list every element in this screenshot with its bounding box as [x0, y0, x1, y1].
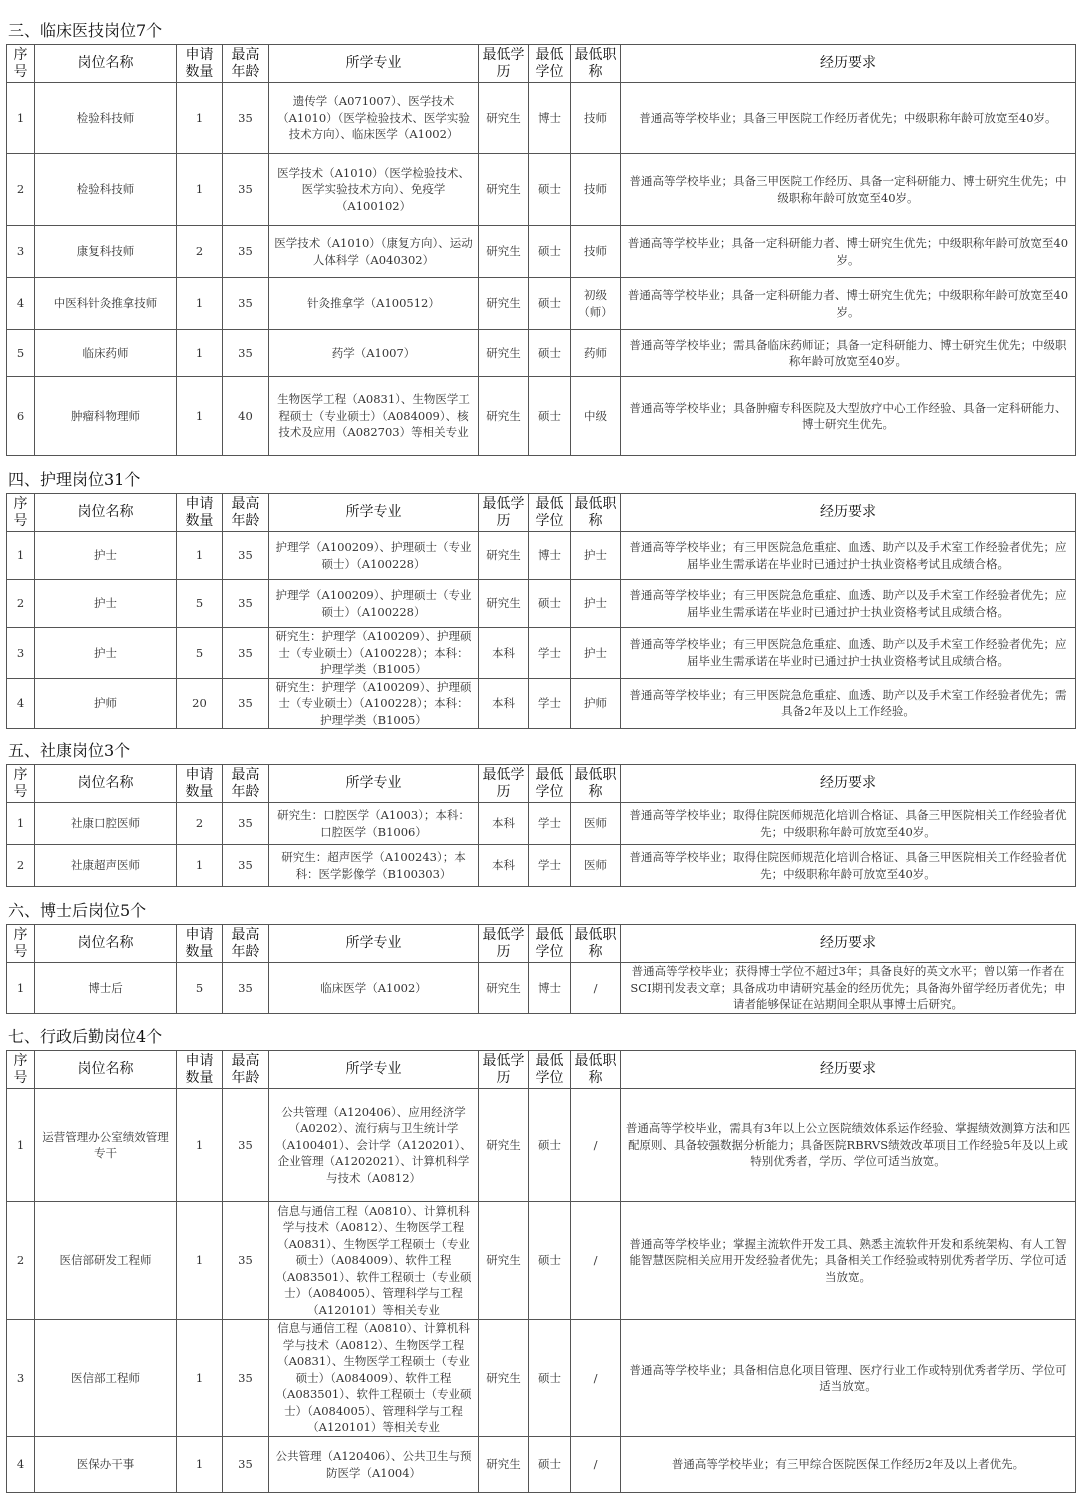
- cell-degree: 硕士: [529, 330, 571, 377]
- cell-title: /: [571, 1437, 621, 1493]
- cell-name: 社康口腔医师: [35, 803, 177, 845]
- cell-count: 2: [177, 803, 223, 845]
- cell-title: 技师: [571, 226, 621, 278]
- header-exp: 经历要求: [621, 1051, 1076, 1089]
- table-row: [7, 580, 1076, 628]
- cell-exp: 普通高等学校毕业；有三甲医院急危重症、血透、助产以及手术室工作经验者优先；应届毕业生需承诺在毕业时已通过护士执业资格考试且成绩合格。: [621, 628, 1076, 679]
- section-title: 五、社康岗位3个: [8, 741, 131, 760]
- cell-age: 35: [223, 154, 269, 226]
- cell-age: 35: [223, 1320, 269, 1437]
- header-name: 岗位名称: [35, 925, 177, 963]
- header-no: 序号: [7, 45, 35, 83]
- cell-degree: 硕士: [529, 1202, 571, 1320]
- cell-title: 初级（师）: [571, 278, 621, 330]
- cell-major: 研究生：护理学（A100209）、护理硕士（专业硕士）（A100228）；本科：护理学类（B1005）: [269, 628, 479, 679]
- cell-edu: 本科: [479, 845, 529, 887]
- cell-count: 1: [177, 377, 223, 456]
- cell-count: 1: [177, 1089, 223, 1202]
- cell-exp: 普通高等学校毕业；具备相信息化项目管理、医疗行业工作或特别优秀者学历、学位可适当放宽。: [621, 1320, 1076, 1437]
- cell-exp: 普通高等学校毕业；具备一定科研能力者、博士研究生优先；中级职称年龄可放宽至40岁。: [621, 226, 1076, 278]
- cell-degree: 博士: [529, 83, 571, 154]
- cell-degree: 学士: [529, 678, 571, 729]
- cell-no: 1: [7, 963, 35, 1014]
- cell-major: 护理学（A100209）、护理硕士（专业硕士）（A100228）: [269, 532, 479, 580]
- table-row: [7, 1437, 1076, 1493]
- table-row: [7, 154, 1076, 226]
- cell-title: /: [571, 963, 621, 1014]
- table-header-row: [7, 494, 1076, 532]
- header-edu: 最低学历: [479, 494, 529, 532]
- header-edu: 最低学历: [479, 925, 529, 963]
- cell-edu: 本科: [479, 628, 529, 679]
- header-count: 申请数量: [177, 925, 223, 963]
- cell-title: /: [571, 1089, 621, 1202]
- cell-major: 研究生：超声医学（A100243）；本科：医学影像学（B100303）: [269, 845, 479, 887]
- cell-exp: 普通高等学校毕业；有三甲医院急危重症、血透、助产以及手术室工作经验者优先；应届毕业生需承诺在毕业时已通过护士执业资格考试且成绩合格。: [621, 580, 1076, 628]
- cell-age: 35: [223, 963, 269, 1014]
- table-row: [7, 628, 1076, 679]
- cell-degree: 博士: [529, 532, 571, 580]
- header-major: 所学专业: [269, 765, 479, 803]
- cell-exp: 普通高等学校毕业；具备三甲医院工作经历、具备一定科研能力、博士研究生优先；中级职称年龄可放宽至40岁。: [621, 154, 1076, 226]
- cell-count: 1: [177, 154, 223, 226]
- cell-age: 35: [223, 330, 269, 377]
- cell-major: 药学（A1007）: [269, 330, 479, 377]
- cell-age: 35: [223, 278, 269, 330]
- header-age: 最高年龄: [223, 494, 269, 532]
- cell-edu: 研究生: [479, 1320, 529, 1437]
- cell-count: 5: [177, 963, 223, 1014]
- cell-name: 护士: [35, 580, 177, 628]
- header-degree: 最低学位: [529, 1051, 571, 1089]
- cell-name: 医信部工程师: [35, 1320, 177, 1437]
- section-title: 七、行政后勤岗位4个: [8, 1027, 163, 1046]
- cell-exp: 普通高等学校毕业；取得住院医师规范化培训合格证、具备三甲医院相关工作经验者优先；中级职称年龄可放宽至40岁。: [621, 845, 1076, 887]
- header-edu: 最低学历: [479, 1051, 529, 1089]
- cell-age: 35: [223, 580, 269, 628]
- cell-title: 医师: [571, 845, 621, 887]
- cell-count: 1: [177, 1202, 223, 1320]
- cell-title: 护士: [571, 532, 621, 580]
- header-count: 申请数量: [177, 45, 223, 83]
- cell-edu: 研究生: [479, 580, 529, 628]
- cell-count: 5: [177, 628, 223, 679]
- cell-name: 护师: [35, 678, 177, 729]
- cell-title: 护士: [571, 580, 621, 628]
- header-name: 岗位名称: [35, 45, 177, 83]
- cell-title: 护师: [571, 678, 621, 729]
- cell-name: 博士后: [35, 963, 177, 1014]
- cell-major: 公共管理（A120406）、公共卫生与预防医学（A1004）: [269, 1437, 479, 1493]
- cell-edu: 研究生: [479, 278, 529, 330]
- cell-name: 社康超声医师: [35, 845, 177, 887]
- header-no: 序号: [7, 925, 35, 963]
- positions-table: [6, 924, 1076, 1014]
- cell-title: 医师: [571, 803, 621, 845]
- header-major: 所学专业: [269, 925, 479, 963]
- cell-edu: 研究生: [479, 154, 529, 226]
- table-row: [7, 803, 1076, 845]
- cell-age: 35: [223, 1202, 269, 1320]
- cell-title: 技师: [571, 154, 621, 226]
- header-title: 最低职称: [571, 925, 621, 963]
- header-edu: 最低学历: [479, 45, 529, 83]
- cell-degree: 硕士: [529, 278, 571, 330]
- cell-name: 中医科针灸推拿技师: [35, 278, 177, 330]
- cell-degree: 硕士: [529, 580, 571, 628]
- cell-exp: 普通高等学校毕业；需具备临床药师证；具备一定科研能力、博士研究生优先；中级职称年龄可放宽至40岁。: [621, 330, 1076, 377]
- cell-title: 药师: [571, 330, 621, 377]
- header-major: 所学专业: [269, 494, 479, 532]
- cell-age: 40: [223, 377, 269, 456]
- cell-name: 护士: [35, 628, 177, 679]
- cell-age: 35: [223, 83, 269, 154]
- cell-name: 康复科技师: [35, 226, 177, 278]
- header-name: 岗位名称: [35, 1051, 177, 1089]
- table-row: [7, 226, 1076, 278]
- cell-name: 检验科技师: [35, 154, 177, 226]
- cell-edu: 研究生: [479, 1089, 529, 1202]
- header-major: 所学专业: [269, 45, 479, 83]
- header-title: 最低职称: [571, 765, 621, 803]
- table-row: [7, 963, 1076, 1014]
- table-row: [7, 330, 1076, 377]
- cell-age: 35: [223, 678, 269, 729]
- cell-count: 1: [177, 845, 223, 887]
- cell-age: 35: [223, 226, 269, 278]
- cell-edu: 研究生: [479, 963, 529, 1014]
- cell-count: 20: [177, 678, 223, 729]
- header-age: 最高年龄: [223, 925, 269, 963]
- cell-count: 1: [177, 83, 223, 154]
- cell-count: 1: [177, 330, 223, 377]
- cell-count: 2: [177, 226, 223, 278]
- positions-table: [6, 1050, 1076, 1493]
- cell-no: 1: [7, 803, 35, 845]
- cell-edu: 研究生: [479, 226, 529, 278]
- table-row: [7, 678, 1076, 729]
- cell-degree: 硕士: [529, 1089, 571, 1202]
- table-row: [7, 532, 1076, 580]
- header-degree: 最低学位: [529, 765, 571, 803]
- header-count: 申请数量: [177, 765, 223, 803]
- header-major: 所学专业: [269, 1051, 479, 1089]
- header-degree: 最低学位: [529, 925, 571, 963]
- cell-no: 3: [7, 226, 35, 278]
- cell-title: /: [571, 1202, 621, 1320]
- cell-name: 肿瘤科物理师: [35, 377, 177, 456]
- cell-degree: 硕士: [529, 377, 571, 456]
- header-exp: 经历要求: [621, 45, 1076, 83]
- cell-name: 临床药师: [35, 330, 177, 377]
- cell-age: 35: [223, 803, 269, 845]
- cell-age: 35: [223, 845, 269, 887]
- cell-age: 35: [223, 628, 269, 679]
- cell-exp: 普通高等学校毕业；具备肿瘤专科医院及大型放疗中心工作经验、具备一定科研能力、博士研究生优先。: [621, 377, 1076, 456]
- cell-no: 3: [7, 1320, 35, 1437]
- cell-edu: 本科: [479, 803, 529, 845]
- cell-age: 35: [223, 1089, 269, 1202]
- cell-edu: 研究生: [479, 83, 529, 154]
- cell-degree: 硕士: [529, 154, 571, 226]
- cell-edu: 研究生: [479, 1437, 529, 1493]
- table-row: [7, 83, 1076, 154]
- cell-name: 检验科技师: [35, 83, 177, 154]
- header-no: 序号: [7, 765, 35, 803]
- cell-edu: 本科: [479, 678, 529, 729]
- cell-age: 35: [223, 532, 269, 580]
- header-degree: 最低学位: [529, 45, 571, 83]
- header-name: 岗位名称: [35, 494, 177, 532]
- cell-exp: 普通高等学校毕业；具备三甲医院工作经历者优先；中级职称年龄可放宽至40岁。: [621, 83, 1076, 154]
- table-header-row: [7, 925, 1076, 963]
- header-degree: 最低学位: [529, 494, 571, 532]
- header-count: 申请数量: [177, 494, 223, 532]
- cell-degree: 硕士: [529, 1437, 571, 1493]
- cell-no: 4: [7, 1437, 35, 1493]
- cell-major: 护理学（A100209）、护理硕士（专业硕士）（A100228）: [269, 580, 479, 628]
- cell-edu: 研究生: [479, 377, 529, 456]
- cell-count: 1: [177, 1437, 223, 1493]
- header-no: 序号: [7, 1051, 35, 1089]
- header-exp: 经历要求: [621, 765, 1076, 803]
- cell-exp: 普通高等学校毕业，需具有3年以上公立医院绩效体系运作经验、掌握绩效测算方法和匹配原则、具备较强数据分析能力；具备医院RBRVS绩效改革项目工作经验5年及以上或特别优秀者，学历、学位可适当放宽。: [621, 1089, 1076, 1202]
- cell-name: 医信部研发工程师: [35, 1202, 177, 1320]
- cell-no: 1: [7, 1089, 35, 1202]
- cell-count: 5: [177, 580, 223, 628]
- cell-degree: 学士: [529, 845, 571, 887]
- cell-major: 遗传学（A071007）、医学技术（A1010）（医学检验技术、医学实验技术方向）、临床医学（A1002）: [269, 83, 479, 154]
- cell-no: 4: [7, 678, 35, 729]
- cell-degree: 学士: [529, 803, 571, 845]
- cell-major: 临床医学（A1002）: [269, 963, 479, 1014]
- cell-no: 3: [7, 628, 35, 679]
- cell-major: 生物医学工程（A0831）、生物医学工程硕士（专业硕士）（A084009）、核技术及应用（A082703）等相关专业: [269, 377, 479, 456]
- positions-table: [6, 764, 1076, 887]
- header-title: 最低职称: [571, 45, 621, 83]
- cell-exp: 普通高等学校毕业；具备一定科研能力者、博士研究生优先；中级职称年龄可放宽至40岁。: [621, 278, 1076, 330]
- cell-name: 医保办干事: [35, 1437, 177, 1493]
- table-header-row: [7, 765, 1076, 803]
- cell-edu: 研究生: [479, 1202, 529, 1320]
- cell-exp: 普通高等学校毕业；获得博士学位不超过3年；具备良好的英文水平；曾以第一作者在SCI期刊发表文章；具备成功申请研究基金的经历优先；具备海外留学经历者优先；申请者能够保证在站期间全职从事博士后研究。: [621, 963, 1076, 1014]
- cell-title: 中级: [571, 377, 621, 456]
- cell-no: 2: [7, 154, 35, 226]
- table-header-row: [7, 1051, 1076, 1089]
- header-age: 最高年龄: [223, 765, 269, 803]
- header-no: 序号: [7, 494, 35, 532]
- table-row: [7, 845, 1076, 887]
- cell-exp: 普通高等学校毕业；取得住院医师规范化培训合格证、具备三甲医院相关工作经验者优先；中级职称年龄可放宽至40岁。: [621, 803, 1076, 845]
- table-row: [7, 1320, 1076, 1437]
- header-title: 最低职称: [571, 494, 621, 532]
- cell-no: 1: [7, 532, 35, 580]
- cell-degree: 硕士: [529, 226, 571, 278]
- cell-count: 1: [177, 1320, 223, 1437]
- cell-major: 研究生：护理学（A100209）、护理硕士（专业硕士）（A100228）；本科：护理学类（B1005）: [269, 678, 479, 729]
- cell-major: 医学技术（A1010）（医学检验技术、医学实验技术方向）、免疫学（A100102）: [269, 154, 479, 226]
- table-row: [7, 278, 1076, 330]
- positions-table: [6, 493, 1076, 729]
- cell-major: 医学技术（A1010）（康复方向）、运动人体科学（A040302）: [269, 226, 479, 278]
- cell-no: 2: [7, 845, 35, 887]
- cell-title: 技师: [571, 83, 621, 154]
- cell-age: 35: [223, 1437, 269, 1493]
- cell-major: 信息与通信工程（A0810）、计算机科学与技术（A0812）、生物医学工程（A0831）、生物医学工程硕士（专业硕士）（A084009）、软件工程（A083501）、软件工程硕士（专业硕士）（A084005）、管理科学与工程（A120101）等相关专业: [269, 1202, 479, 1320]
- cell-no: 5: [7, 330, 35, 377]
- cell-title: /: [571, 1320, 621, 1437]
- cell-degree: 硕士: [529, 1320, 571, 1437]
- section-title: 三、临床医技岗位7个: [8, 21, 163, 40]
- table-row: [7, 1089, 1076, 1202]
- cell-count: 1: [177, 278, 223, 330]
- cell-major: 信息与通信工程（A0810）、计算机科学与技术（A0812）、生物医学工程（A0831）、生物医学工程硕士（专业硕士）（A084009）、软件工程（A083501）、软件工程硕士（专业硕士）（A084005）、管理科学与工程（A120101）等相关专业: [269, 1320, 479, 1437]
- cell-edu: 研究生: [479, 330, 529, 377]
- cell-major: 针灸推拿学（A100512）: [269, 278, 479, 330]
- cell-name: 护士: [35, 532, 177, 580]
- header-count: 申请数量: [177, 1051, 223, 1089]
- cell-no: 2: [7, 580, 35, 628]
- header-exp: 经历要求: [621, 925, 1076, 963]
- table-row: [7, 1202, 1076, 1320]
- cell-degree: 学士: [529, 628, 571, 679]
- cell-major: 公共管理（A120406）、应用经济学（A0202）、流行病与卫生统计学（A100401）、会计学（A120201）、企业管理（A1202021）、计算机科学与技术（A0812）: [269, 1089, 479, 1202]
- header-name: 岗位名称: [35, 765, 177, 803]
- header-exp: 经历要求: [621, 494, 1076, 532]
- positions-table: [6, 44, 1076, 456]
- cell-major: 研究生：口腔医学（A1003）；本科：口腔医学（B1006）: [269, 803, 479, 845]
- cell-count: 1: [177, 532, 223, 580]
- header-title: 最低职称: [571, 1051, 621, 1089]
- cell-exp: 普通高等学校毕业；掌握主流软件开发工具、熟悉主流软件开发和系统架构、有人工智能智慧医院相关应用开发经验者优先；具备相关工作经验或特别优秀者学历、学位可适当放宽。: [621, 1202, 1076, 1320]
- cell-degree: 博士: [529, 963, 571, 1014]
- table-header-row: [7, 45, 1076, 83]
- cell-no: 2: [7, 1202, 35, 1320]
- cell-edu: 研究生: [479, 532, 529, 580]
- header-age: 最高年龄: [223, 1051, 269, 1089]
- section-title: 四、护理岗位31个: [8, 470, 141, 489]
- cell-exp: 普通高等学校毕业；有三甲医院急危重症、血透、助产以及手术室工作经验者优先；应届毕业生需承诺在毕业时已通过护士执业资格考试且成绩合格。: [621, 532, 1076, 580]
- cell-no: 1: [7, 83, 35, 154]
- header-edu: 最低学历: [479, 765, 529, 803]
- cell-exp: 普通高等学校毕业；有三甲医院急危重症、血透、助产以及手术室工作经验者优先；需具备2年及以上工作经验。: [621, 678, 1076, 729]
- header-age: 最高年龄: [223, 45, 269, 83]
- cell-exp: 普通高等学校毕业；有三甲综合医院医保工作经历2年及以上者优先。: [621, 1437, 1076, 1493]
- cell-no: 6: [7, 377, 35, 456]
- cell-title: 护士: [571, 628, 621, 679]
- cell-no: 4: [7, 278, 35, 330]
- section-title: 六、博士后岗位5个: [8, 901, 147, 920]
- table-row: [7, 377, 1076, 456]
- cell-name: 运营管理办公室绩效管理专干: [35, 1089, 177, 1202]
